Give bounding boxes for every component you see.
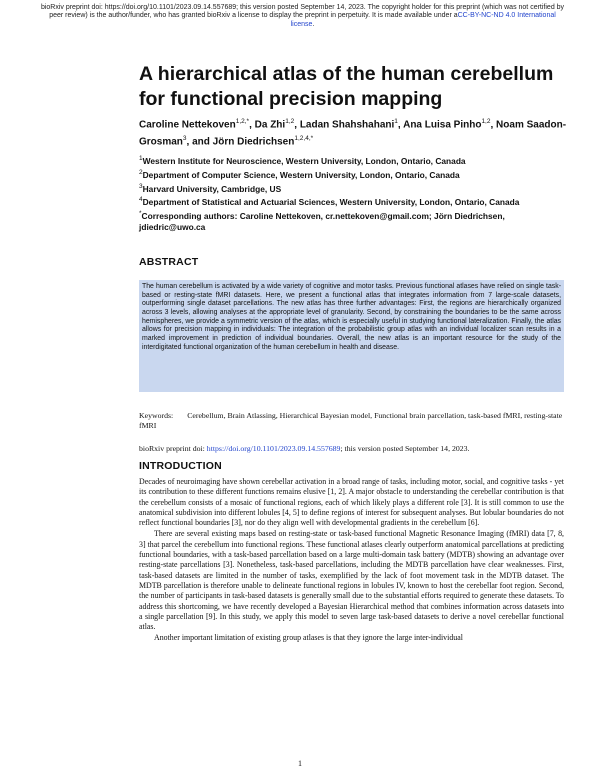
author-list: Caroline Nettekoven$^{1,2,*}$, Da Zhi$^{1,2}$, Ladan Shahshahani$^1$, Ana Luisa Pinho$^{1,2}$, Noam Saadon-Grosman$^3$, and Jörn Diedrichsen$^{1,2,4,*}$ <box>139 118 567 148</box>
header-note-text: bioRxiv preprint doi: https://doi.org/10.1101/2023.09.14.557689; this version posted September 14, 2023. The copyright holder for this preprint (which was not certified by peer review) is the author/funder, who has granted bioRxiv a license to display the preprint in perpetuity. It is made available under a <box>40 4 565 20</box>
author-name: Noam Saadon-Grosman <box>139 119 567 148</box>
doi-link[interactable]: https://doi.org/10.1101/2023.09.14.557689 <box>206 444 341 453</box>
author-affiliation-marker: 1,2,* <box>235 118 250 125</box>
author-name: Caroline Nettekoven <box>139 119 236 131</box>
abstract-heading: ABSTRACT <box>139 256 199 268</box>
keywords-text: Cerebellum, Brain Atlassing, Hierarchical Bayesian model, Functional brain parcellation, task-based fMRI, resting-state fMRI <box>139 411 563 430</box>
page-number: 1 <box>298 759 302 768</box>
affiliation-marker: 2 <box>139 168 143 176</box>
introduction-body <box>139 477 564 644</box>
abstract-text: The human cerebellum is activated by a wide variety of cognitive and motor tasks. Previous functional atlases have relied on single task-based or resting-state fMRI datasets. Here, we present a functional atlas that integrates information from 7 large-scale datasets, outperforming single dataset parcellations. The new atlas has three further advantages: First, the regions are hierarchically organized across 3 levels, allowing analyses at the appropriate level of granularity. Second, by constraining the boundaries to be the same across hemispheres, we provide a symmetric version of the atlas, which is especially useful in studying functional lateralization. Finally, the atlas allows for precision mapping in individuals: The integration of the probabilistic group atlas with an individual localizer scan results in a marked improvement in prediction of individual boundaries. Overall, the new atlas is an important resource for the study of the interdigitated functional organization of the human cerebellum in health and disease. <box>142 283 561 351</box>
intro-paragraph: Decades of neuroimaging have shown cerebellar activation in a broad range of tasks, including motor, social, and cognitive tasks - yet its contribution to these different functions remains elusive [1, 2]. A major obstacle to understanding the cerebellar contribution is that the cerebellum consists of a mosaic of functional regions, each of which likely plays a different role [3]. It is still common to use the anatomical subdivision into different lobules [4, 5] to define regions of interest for subsequent analyses. But lobular boundaries do not reflect functional boundaries [3], nor do they align well with developmental gradients in the cerebellum [6]. <box>139 477 564 528</box>
author-affiliation-marker: 1,2 <box>285 118 295 125</box>
abstract-box <box>139 280 564 392</box>
author-conjunction: and <box>192 136 213 148</box>
affiliation-marker: 3 <box>139 182 143 190</box>
author-affiliation-marker: 1,2,4,* <box>294 135 314 143</box>
doi-line <box>139 444 564 454</box>
affiliation-text: Corresponding authors: Caroline Nettekoven, cr.nettekoven@gmail.com; Jörn Diedrichsen, jdiedric@uwo.ca <box>139 210 505 232</box>
author-affiliation-marker: 1,2 <box>481 118 491 125</box>
paper-title: A hierarchical atlas of the human cerebellum for functional precision mapping <box>139 63 554 110</box>
doi-suffix: ; this version posted September 14, 2023. <box>340 444 470 453</box>
affiliation-item <box>139 153 569 167</box>
affiliation-marker: 4 <box>139 196 143 204</box>
affiliation-item <box>139 208 569 233</box>
license-link[interactable]: CC-BY-NC-ND 4.0 International license <box>290 12 556 28</box>
author-affiliation-marker: 3 <box>182 135 187 143</box>
affiliation-text: Western Institute for Neuroscience, Western University, London, Ontario, Canada <box>142 155 466 166</box>
affiliation-item <box>139 194 569 208</box>
introduction-heading: INTRODUCTION <box>139 460 222 472</box>
author-name: Ladan Shahshahani <box>299 119 395 131</box>
author-name: Jörn Diedrichsen <box>212 136 295 148</box>
header-note-end: . <box>312 20 315 28</box>
affiliation-text: Department of Statistical and Actuarial Sciences, Western University, London, Ontario, Canada <box>142 197 520 208</box>
affiliation-marker: * <box>139 210 142 218</box>
author-affiliation-marker: 1 <box>394 118 398 125</box>
intro-paragraph: There are several existing maps based on resting-state or task-based functional Magnetic Resonance Imaging (fMRI) data [7, 8, 3] that parcel the cerebellum into functional regions. These functional atlases clearly outperform anatomical parcellations at predicting functional boundaries, with a task-based parcellation based on a large multi-domain task battery (MDTB) showing an advantage over resting-state parcellations [3]. Nonetheless, task-based parcellations, including the MDTB parcellation have clear weaknesses. First, task-based datasets are limited in the number of tasks, exemplified by the lack of foot movement task in the MDTB dataset. The MDTB parcellation is therefore unable to delineate functional regions in lobules IV, known to host the cerebellar foot region. Second, the number of participants in task-based datasets is generally small due to the substantial efforts required to generate these datasets. To address this shortcoming, we have recently developed a Bayesian Hierarchical method that combines information across datasets into a single parcellation [9]. In this study, we apply this model to seven large task-based datasets to derive a novel cerebellar functional atlas. <box>139 529 564 632</box>
author-name: Ana Luisa Pinho <box>403 119 482 131</box>
keywords-label: Keywords: <box>139 411 174 420</box>
affiliation-marker: 1 <box>139 155 143 162</box>
affiliation-item <box>139 167 569 181</box>
doi-prefix: bioRxiv preprint doi: <box>139 444 205 453</box>
affiliation-list <box>139 153 569 233</box>
keywords <box>139 411 564 431</box>
preprint-header-note <box>40 4 565 29</box>
author-name: Da Zhi <box>254 119 286 131</box>
affiliation-text: Department of Computer Science, Western University, London, Ontario, Canada <box>142 169 460 180</box>
affiliation-item <box>139 181 569 195</box>
intro-paragraph: Another important limitation of existing group atlases is that they ignore the large inter-individual <box>154 633 463 643</box>
affiliation-text: Harvard University, Cambridge, US <box>142 183 282 194</box>
